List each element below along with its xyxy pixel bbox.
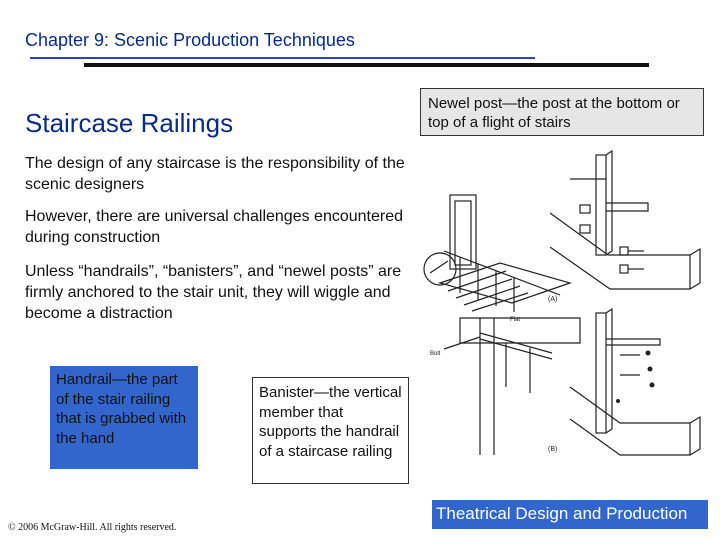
copyright-notice: © 2006 McGraw-Hill. All rights reserved.: [8, 522, 177, 533]
footer-title: Theatrical Design and Production: [436, 504, 688, 523]
figure-label-a: (A): [548, 296, 558, 303]
handrail-callout: Handrail—the part of the stair railing that is grabbed with the hand: [50, 366, 198, 469]
paragraph-universal-challenges: However, there are universal challenges encountered during construction: [25, 208, 404, 246]
header-rule-blue: [30, 57, 535, 59]
slide-heading: Staircase Railings: [25, 108, 234, 138]
paragraph-design-responsibility: The design of any staircase is the responsibility of the scenic designers: [25, 155, 405, 193]
figure-label-bolt: Bolt: [430, 351, 441, 357]
chapter-title: Chapter 9: Scenic Production Techniques: [25, 30, 355, 50]
banister-callout: Banister—the vertical member that supports the handrail of a staircase railing: [252, 377, 409, 484]
paragraph-anchoring: Unless “handrails”, “banisters”, and “newel posts” are firmly anchored to the stair unit, they will wiggle and become a distraction: [25, 263, 402, 322]
newel-post-callout: Newel post—the post at the bottom or top of a flight of stairs: [420, 88, 704, 136]
header-rule-black: [84, 63, 649, 67]
figure-label-b: (B): [548, 446, 558, 453]
staircase-railing-illustration: [420, 143, 716, 495]
figure-label-flat: Flat: [510, 317, 521, 323]
